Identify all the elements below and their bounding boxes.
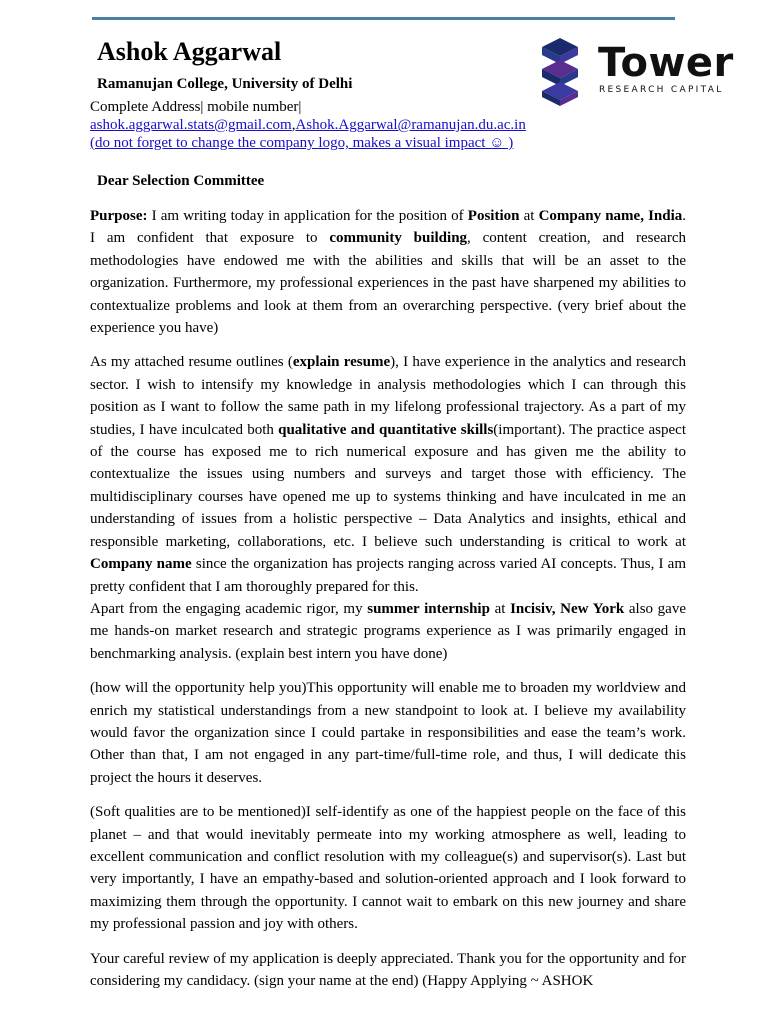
tower-logo-icon (542, 38, 578, 106)
header-rule (92, 17, 675, 20)
company-placeholder: Company name, India (538, 208, 683, 224)
paragraph-opportunity: (how will the opportunity help you)This opportunity will enable me to broaden my worldview and enrich my statistical understandings from a new standpoint to look at. I believe my availability would favor the organization since I could partake in responsibilities and ease the team’s work. Other than that, I am not engaged in any part-time/full-time role, and thus, I will dedicate this project the hours it deserves. (90, 680, 686, 786)
text-span: also gave me hands-on market research and strategic programs experience as I was primarily engaged in benchmarking analysis. (explain best intern you have done) (90, 600, 687, 662)
text-span: Apart from the engaging academic rigor, my (90, 600, 368, 617)
bold-phrase: explain resume (292, 354, 391, 371)
bold-phrase: community building (329, 230, 468, 247)
email-separator: , (291, 117, 296, 133)
text-span: As my attached resume outlines ( (90, 354, 293, 371)
bold-phrase: summer internship (367, 600, 490, 617)
paragraph-resume (90, 351, 686, 597)
paragraph-purpose (90, 205, 686, 339)
purpose-label: Purpose: (90, 208, 148, 224)
paragraph-soft-qualities: (Soft qualities are to be mentioned)I self-identify as one of the happiest people on the face of this planet – and that would inevitably permeate into my working atmosphere as well, leading to excellent communication and conflict resolution with my colleague(s) and supervisor(s). Last but very importantly, I have an empathy-based and solution-oriented approach and I look forward to maximizing them through the opportunity. I cannot wait to embark on this new journey and share my professional passion and joy with others. (90, 804, 686, 933)
college-name: Ramanujan College, University of Delhi (97, 76, 353, 92)
salutation: Dear Selection Committee (97, 173, 265, 189)
company-placeholder: Company name (90, 556, 192, 573)
bold-phrase: qualitative and quantitative skills (278, 421, 494, 438)
text-span: (important). The practice aspect of the course has exposed me to rich numerical exposure and has given me the ability to contextualize the issues using numbers and surveys and target those with efficiency. The multidisciplinary courses have opened me up to systems thinking and have inculcated in me an understanding of issues from a holistic perspective – Data Analytics and insights, ethical and responsible marketing, collaborations, etc. I believe such understanding is critical to work at (90, 421, 686, 550)
email-college-link[interactable]: Ashok.Aggarwal@ramanujan.du.ac.in (295, 117, 526, 133)
logo-subtitle: RESEARCH CAPITAL (599, 85, 724, 95)
bold-phrase: Incisiv, New York (510, 600, 625, 617)
text-span: at (489, 600, 511, 617)
text-span: , content creation, and research methodologies have endowed me with the abilities and skills that will be an asset to the organization. Furthermore, my professional experiences in the past have sharpened my abilities to contextualize problems and look at them from an overarching perspective. (very brief about the experience you have) (90, 230, 686, 337)
text-span: at (519, 208, 539, 224)
paragraph-internship (90, 598, 686, 665)
text-span: ), I have experience in the analytics and research sector. I wish to intensify my knowledge in analysis methodologies which I can through this position as I want to follow the same path in my lifelong professional trajectory. As a part of my studies, I have inculcated both (90, 354, 686, 438)
address-line: Complete Address| mobile number| (90, 99, 302, 115)
letter-body (90, 205, 686, 992)
paragraph-closing: Your careful review of my application is deeply appreciated. Thank you for the opportunity and for considering my candidacy. (sign your name at the end) (Happy Applying ~ ASHOK (90, 950, 686, 989)
logo-wordmark: Tower (598, 40, 734, 86)
position-placeholder: Position (467, 208, 520, 224)
email-line (90, 116, 650, 134)
applicant-name: Ashok Aggarwal (97, 37, 282, 66)
text-span: . I am confident that exposure to (90, 208, 687, 247)
text-span: I am writing today in application for the position of (147, 208, 468, 224)
logo-note-link[interactable]: (do not forget to change the company logo, makes a visual impact ☺ ) (90, 135, 514, 151)
email-personal-link[interactable]: ashok.aggarwal.stats@gmail.com (90, 117, 292, 133)
text-span: since the organization has projects ranging across varied AI concepts. Thus, I am pretty confident that I am thoroughly prepared for this. (90, 556, 686, 595)
